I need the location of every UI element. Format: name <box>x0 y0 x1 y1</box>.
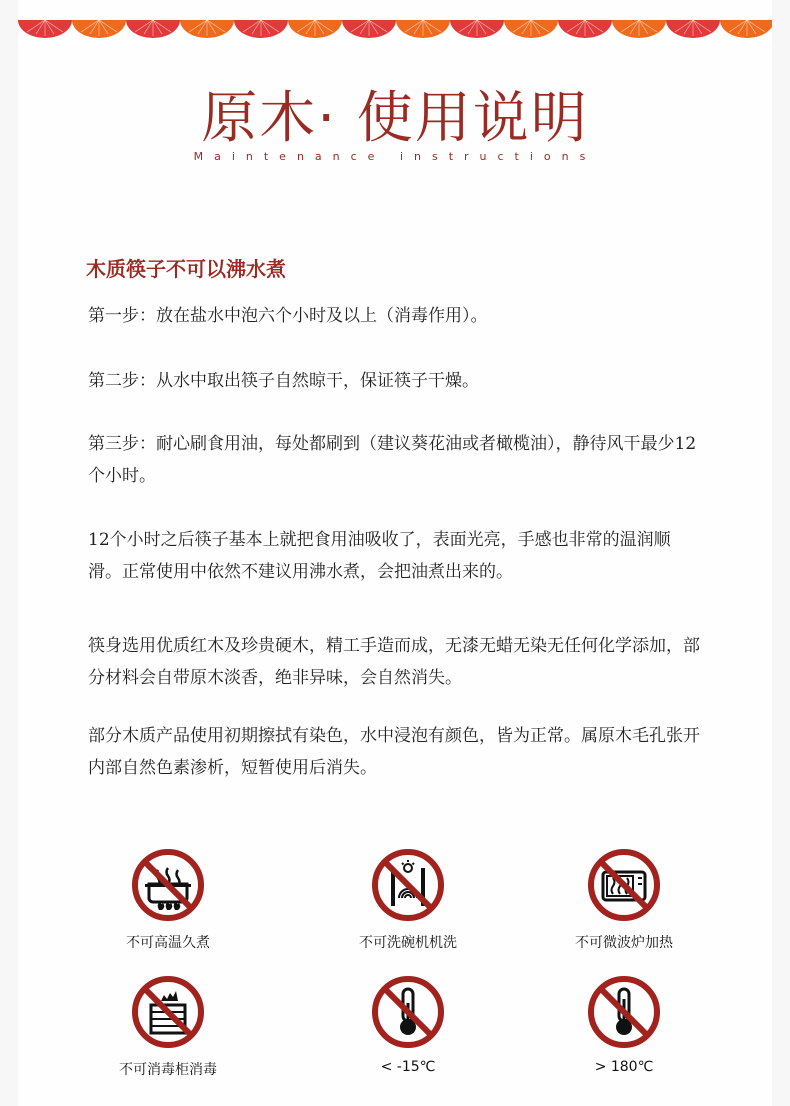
warning-label: 不可消毒柜消毒 <box>119 1062 217 1078</box>
warning-no-high-temperature <box>524 975 724 1075</box>
warning-no-sterilizer <box>68 975 268 1079</box>
paragraph-step-2: 第二步：从水中取出筷子自然晾干，保证筷子干燥。 <box>88 371 479 391</box>
warning-label: < -15℃ <box>380 1059 436 1075</box>
paragraph-step-1: 第一步：放在盐水中泡六个小时及以上（消毒作用）。 <box>88 306 488 326</box>
paragraph-material: 筷身选用优质红木及珍贵硬木，精工手造而成，无漆无蜡无染无任何化学添加，部分材料会自带原木淡香，绝非异味，会自然消失。 <box>88 636 700 688</box>
page-subtitle: Maintenance instructions <box>193 150 597 163</box>
warning-no-dishwasher <box>308 848 508 952</box>
no-low-temperature-icon <box>371 975 445 1049</box>
warning-label: 不可微波炉加热 <box>575 935 673 951</box>
no-boiling-icon <box>131 848 205 922</box>
warning-no-low-temperature <box>308 975 508 1075</box>
paragraph-result: 12个小时之后筷子基本上就把食用油吸收了，表面光亮，手感也非常的温润顺滑。正常使用中依然不建议用沸水煮，会把油煮出来的。 <box>88 530 671 582</box>
section-heading: 木质筷子不可以沸水煮 <box>86 257 286 281</box>
no-sterilizer-icon <box>131 975 205 1049</box>
no-high-temperature-icon <box>587 975 661 1049</box>
paragraph-step-3: 第三步：耐心刷食用油，每处都刷到（建议葵花油或者橄榄油），静待风干最少12个小时。 <box>88 434 697 486</box>
warning-label: 不可洗碗机机洗 <box>359 935 457 951</box>
warning-label: > 180℃ <box>594 1059 654 1075</box>
decorative-fan-banner <box>18 20 772 44</box>
no-microwave-icon <box>587 848 661 922</box>
paragraph-staining: 部分木质产品使用初期擦拭有染色，水中浸泡有颜色，皆为正常。属原木毛孔张开内部自然色素渗析，短暂使用后消失。 <box>88 726 700 778</box>
warning-no-boiling <box>68 848 268 952</box>
no-dishwasher-icon <box>371 848 445 922</box>
warning-no-microwave <box>524 848 724 952</box>
warning-label: 不可高温久煮 <box>126 935 210 951</box>
page-title: 原木· 使用说明 <box>201 86 589 151</box>
